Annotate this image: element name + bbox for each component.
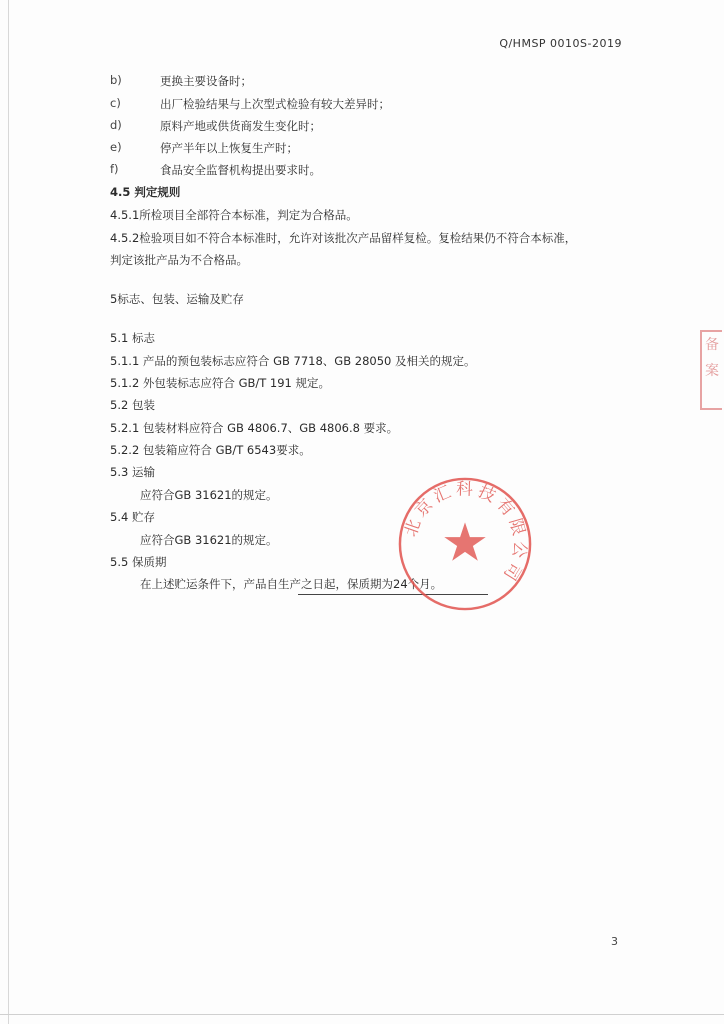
section-5-5-text: 在上述贮运条件下，产品自生产之日起，保质期为24个月。 — [140, 577, 443, 591]
list-item-letter: e) — [110, 140, 122, 154]
section-5-1-title: 5.1 标志 — [110, 331, 155, 345]
list-item-text: 停产半年以上恢复生产时； — [160, 141, 298, 155]
section-5-2-title: 5.2 包装 — [110, 398, 155, 412]
section-4-5-2-line2: 判定该批产品为不合格品。 — [110, 253, 248, 267]
section-5-title: 5标志、包装、运输及贮存 — [110, 292, 244, 306]
star-icon — [444, 522, 485, 560]
list-item-letter: f) — [110, 162, 119, 176]
page-edge-bottom — [0, 1014, 724, 1015]
section-5-2-1: 5.2.1 包装材料应符合 GB 4806.7、GB 4806.8 要求。 — [110, 421, 399, 435]
section-5-1-1: 5.1.1 产品的预包装标志应符合 GB 7718、GB 28050 及相关的规定。 — [110, 354, 476, 368]
section-5-5-title: 5.5 保质期 — [110, 555, 167, 569]
section-5-1-2: 5.1.2 外包装标志应符合 GB/T 191 规定。 — [110, 376, 331, 390]
list-item-text: 原料产地或供货商发生变化时； — [160, 119, 321, 133]
section-4-5-1: 4.5.1所检项目全部符合本标准，判定为合格品。 — [110, 208, 358, 222]
page-number: 3 — [611, 935, 618, 948]
section-5-3-text: 应符合GB 31621的规定。 — [140, 488, 278, 502]
section-5-3-title: 5.3 运输 — [110, 465, 155, 479]
section-5-4-text: 应符合GB 31621的规定。 — [140, 533, 278, 547]
list-item-letter: d) — [110, 118, 122, 132]
side-stamp: 备案 — [700, 330, 722, 410]
page-edge-left — [8, 0, 9, 1024]
list-item-letter: c) — [110, 96, 121, 110]
section-5-2-2: 5.2.2 包装箱应符合 GB/T 6543要求。 — [110, 443, 311, 457]
seal-text: 北京汇科技有限公司 — [399, 478, 532, 588]
list-item-text: 出厂检验结果与上次型式检验有较大差异时； — [160, 97, 390, 111]
section-4-5-2-line1: 4.5.2检验项目如不符合本标准时，允许对该批次产品留样复检。复检结果仍不符合本标准， — [110, 231, 577, 245]
list-item-text: 食品安全监督机构提出要求时。 — [160, 163, 321, 177]
list-item-letter: b) — [110, 73, 122, 87]
company-seal — [396, 475, 534, 613]
document-code: Q/HMSP 0010S-2019 — [499, 37, 622, 50]
section-5-4-title: 5.4 贮存 — [110, 510, 155, 524]
list-item-text: 更换主要设备时； — [160, 74, 252, 88]
section-4-5-title: 4.5 判定规则 — [110, 185, 181, 199]
